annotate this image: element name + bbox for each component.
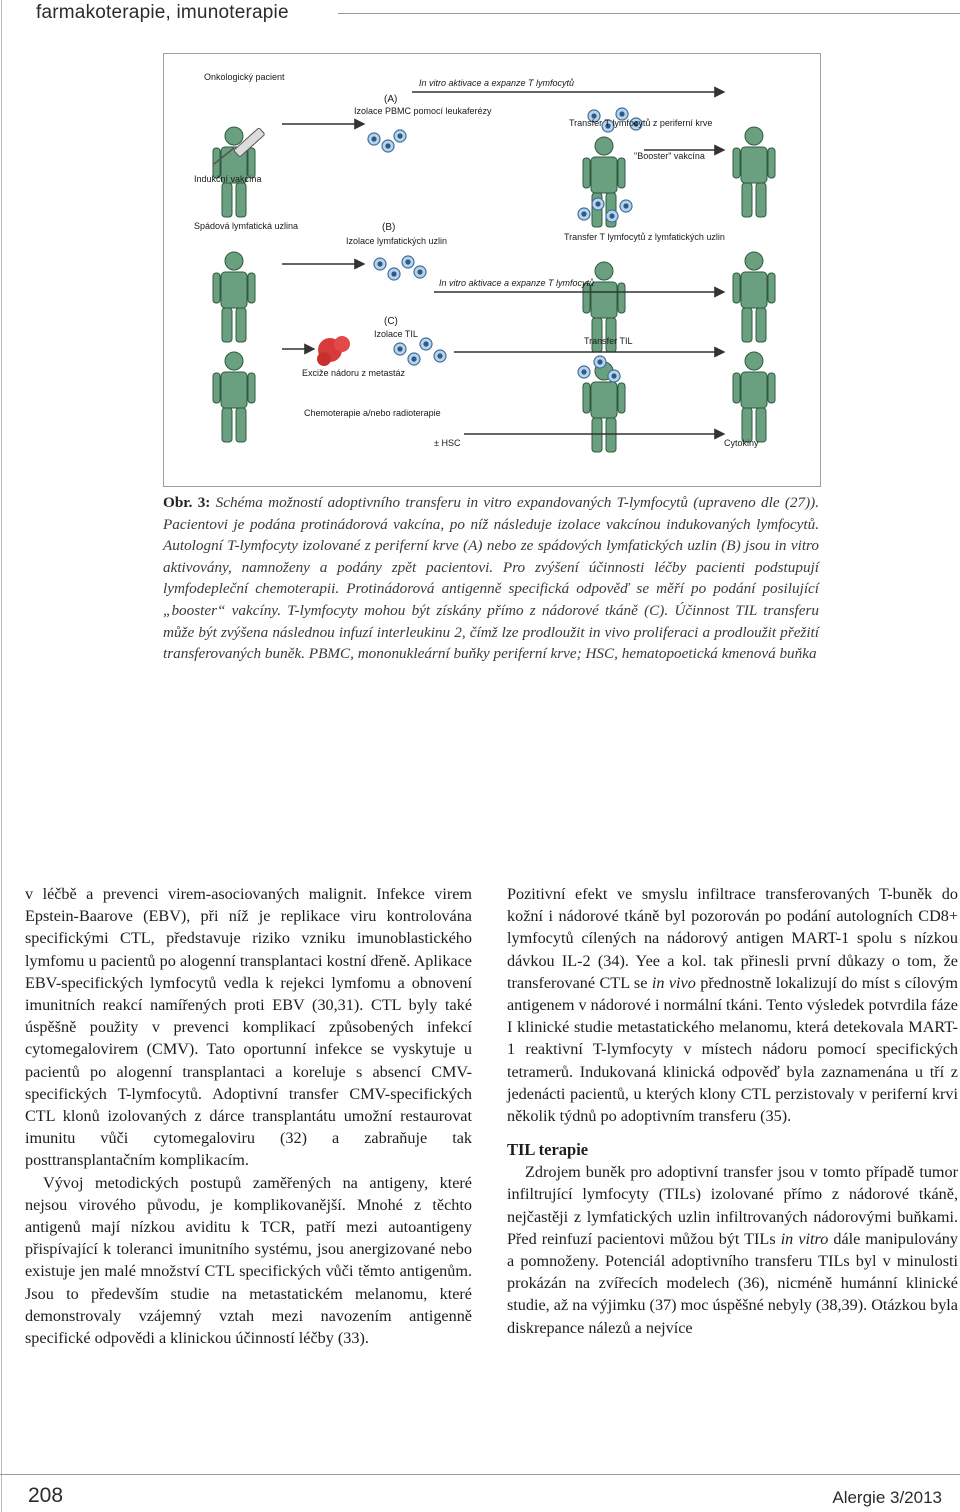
figure-diagram: [164, 54, 820, 486]
label-node: Spádová lymfatická uzlina: [194, 221, 299, 231]
figure-3: [163, 53, 821, 487]
label-cytokines: Cytokiny: [724, 438, 759, 448]
label-induction: Indukční vakcína: [194, 174, 262, 184]
label-a-exp: In vitro aktivace a expanze T lymfocytů: [419, 78, 575, 88]
caption-text: Schéma možností adoptivního transferu in vitro expandovaných T-lymfocytů (upraveno dle (27)). Pacientovi je podána protinádorová vakcína, po níž následuje izolace vakcínou indukovaných lymfocytů. Autologní T-lymfocyty izolované z periferní krve (A) nebo ze spádových lymfatických uzlin (B) jsou in vitro aktivovány, namnoženy a podány zpět pacientovi. Pro zvýšení účinnosti léčby pacienti podstupují lymfodepleční chemoterapii. Protinádorová antigenně specifická odpověď se měří po podání posilující „booster“ vakcíny. T-lymfocyty mohou být získány přímo z nádorové tkáně (C). Účinnost TIL transferu může být zvýšena následnou infuzí interleukinu 2, čímž lze prodloužit in vivo proliferaci a prodloužit přežití transferovaných buněk. PBMC, mononukleární buňky periferní krve; HSC, hematopoetická kmenová buňka: [163, 494, 820, 663]
label-b-iso: Izolace lymfatických uzlin: [346, 236, 448, 246]
header-rule: [338, 13, 960, 14]
label-a-letter: (A): [384, 94, 398, 105]
left-column: [25, 883, 472, 1349]
label-c-letter: (C): [384, 316, 398, 327]
label-excision: Exciže nádoru z metastáz: [302, 368, 406, 378]
label-c-iso: Izolace TIL: [374, 329, 418, 339]
page-edge-rule: [1, 0, 2, 1512]
right-column: [507, 883, 958, 1339]
label-c-transfer: Transfer TIL: [584, 336, 633, 346]
right-paragraph-1: Pozitivní efekt ve smyslu infiltrace transferovaných T-buněk do kožní i nádorové tkáně byl pozorován po podání autologních CD8+ lymfocytů cílených na nádorový antigen MART-1 spolu s nízkou dávkou IL-2 (34). Yee a kol. tak přinesli první důkazy o tom, že transferované CTL se in vivo přednostně lokalizují do míst s cílovým antigenem v nádorové i normální tkáni. Tento výsledek potvrdila fáze I klinické studie metastatického melanomu, která detekovala MART-1 reaktivní T-lymfocyty v místech nádoru pomocí specifických tetramerů. Indukovaná klinická odpověď byla zaznamenána u tří z jedenácti pacientů, u kterých klony CTL perzistovaly v periferní krvi několik týdnů po adoptivním transferu (35).: [507, 885, 958, 1126]
label-b-exp: In vitro aktivace a expanze T lymfocytů: [439, 278, 595, 288]
tumor-icon: [317, 336, 350, 366]
label-patient: Onkologický pacient: [204, 72, 285, 82]
figure-caption: [163, 492, 819, 665]
label-a-transfer: Transfer T lymfocytů z periferní krve: [569, 118, 713, 128]
label-a-iso: Izolace PBMC pomocí leukaferézy: [354, 106, 492, 116]
section-heading-til: TIL terapie: [507, 1140, 589, 1160]
label-chemo: Chemoterapie a/nebo radioterapie: [304, 408, 441, 418]
left-paragraph-2: Vývoj metodických postupů zaměřených na antigeny, které nejsou virového původu, je komplikovanější. Mnohé z těchto antigenů mají nízkou aviditu k TCR, patří mezi autoantigeny přispívající k toleranci imunitního systému, jsou anergizované nebo existuje jen malé množství CTL specifických vůči těmto antigenům. Jsou to především studie na metastatickém melanomu, které demonstrovaly vzájemný vztah mezi navozením antigenně specifické odpovědi a klinickou účinností léčby (33).: [25, 1173, 472, 1348]
page-header: [0, 0, 960, 30]
left-paragraph-1: v léčbě a prevenci virem-asociovaných malignit. Infekce virem Epstein-Baarove (EBV), při níž je replikace viru kontrolována specifickými CTL, představuje riziko vzniku imunoblastického lymfomu u pacientů po alogenní transplantaci kostní dřeně. Aplikace EBV-specifických lymfocytů vedla k rejekci lymfomu a obnovení imunitních reakcí namířených proti EBV (30,31). CTL byly také úspěšně použity v prevenci komplikací způsobených infekcí cytomegalovirem (CMV). Tato oportunní infekce se vyskytuje u pacientů po alogenní transplantaci a koreluje s absencí CMV-specifických T-lymfocytů. Adoptivní transfer CMV-specifických CTL klonů izolovaných z dárce transplantátu umožní restaurovat imunitu vůči cytomegaloviru (32) a zabraňuje tak posttransplantačním komplikacím.: [25, 885, 472, 1170]
section-title: farmakoterapie, imunoterapie: [36, 2, 289, 23]
label-hsc: ± HSC: [434, 438, 461, 448]
caption-label: Obr. 3:: [163, 494, 211, 511]
right-paragraph-2: Zdrojem buněk pro adoptivní transfer jsou v tomto případě tumor infiltrující lymfocyty (TILs) izolované přímo z nádorové tkáně, nejčastěji z lymfatických uzlin infiltrovaných nádorovými buňkami. Před reinfuzí pacientovi můžou být TILs in vitro dále manipulovány a pomnoženy. Potenciál adoptivního transferu TILs byl v minulosti prokázán na zvířecích modelech (36), nicméně humánní klinické studie, až na výjimku (37) moc úspěšné nebyly (38,39). Otázkou byla diskrepance nálezů a nejvíce: [507, 1163, 958, 1337]
label-b-letter: (B): [382, 222, 396, 233]
journal-name: Alergie 3/2013: [832, 1488, 942, 1507]
page-number: 208: [28, 1484, 64, 1507]
footer-rule: [0, 1474, 960, 1475]
label-booster: "Booster" vakcína: [634, 151, 705, 161]
label-b-transfer: Transfer T lymfocytů z lymfatických uzlin: [564, 232, 725, 242]
